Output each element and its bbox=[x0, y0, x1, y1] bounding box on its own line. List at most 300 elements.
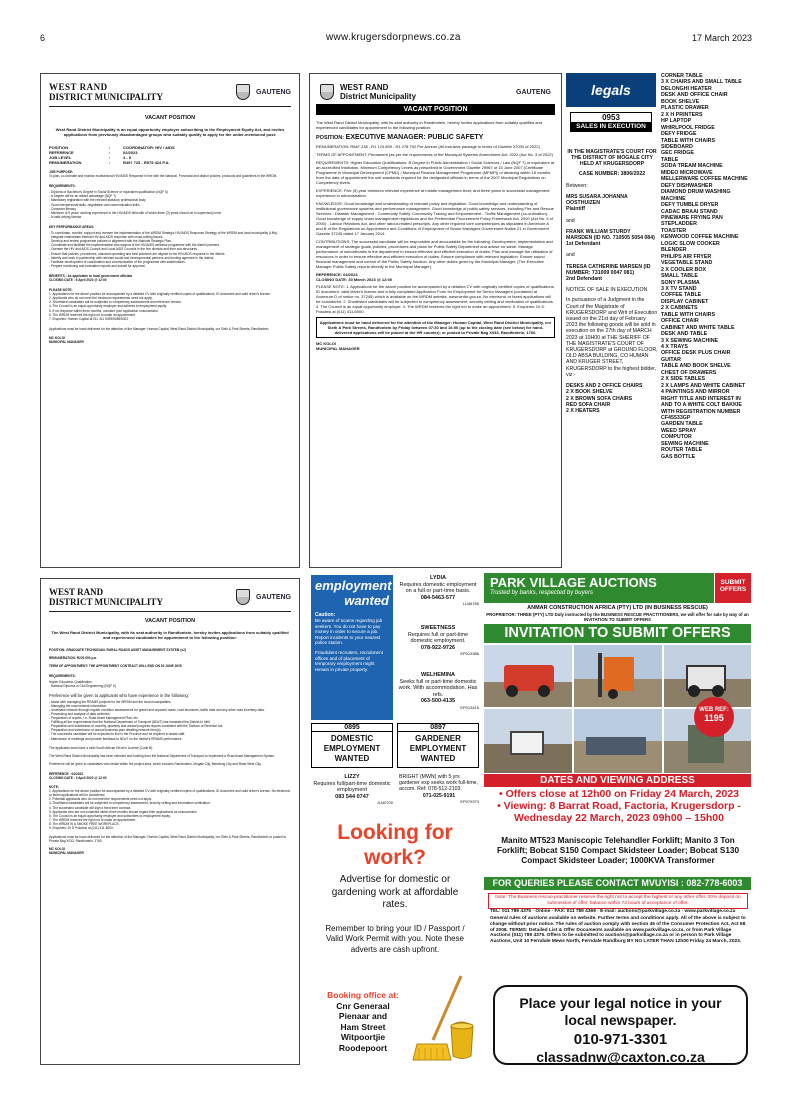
ad3-footer: Applications must be hand delivered for the attention of the Manager: Human Capital, West Rand District Municipality, cnr Sixth & Park Streets, Randfontein or posted to Private Bag X033, Randfontein, 1760. bbox=[49, 835, 287, 844]
ad3-term: TERM OF APPOINTMENT: THE APPOINTMENT CONTRACT WILL END ON 30 JUNE 2025 bbox=[49, 664, 182, 669]
requirement-item: - National Diploma in Civil Engineering (NQF 6) bbox=[49, 684, 116, 689]
field-value: 4 - 5 bbox=[123, 155, 132, 160]
note-item: 3. Shortlisted candidates will be subjected to competency assessment, security vetting and information verification. bbox=[49, 801, 211, 806]
ad2-logo bbox=[320, 83, 551, 101]
lizzy-name: LIZZY bbox=[344, 774, 360, 780]
vacancy-ad-graduate-technician bbox=[40, 578, 300, 1065]
notice-number: 0953 bbox=[602, 113, 620, 122]
ad2-sign-title: MUNICIPAL MANAGER bbox=[316, 346, 360, 351]
ad2-contributions: CONTRIBUTIONS: The successful candidate will be responsible and accountable for the following: Development, implementation and management of strategic goals, policies, procedures and plans for Public Safety Department and advise on same. Manage performance of subordinates in the department to ensure effective and efficient execution of duties. Plan and manage the utilisation of resources in order to ensure effective and efficient execution of duties. Ensure compliance with relevant legislation. Ensure sound financial management and control of the Public Safety function. Any other duties given by the Municipal Manager. (The Executive Manager Public Safety reports directly to the Municipal Manager). bbox=[316, 239, 553, 269]
place-notice-phone[interactable]: 010-971-3301 bbox=[573, 1031, 668, 1048]
pva-bullets bbox=[490, 788, 748, 824]
looking-for-work-ad bbox=[309, 814, 481, 1065]
sale-item: TABLE WITH CHAIRS bbox=[661, 137, 716, 144]
sale-item: DEFY TUMBLE DRYER bbox=[661, 202, 719, 209]
sale-item: 2 X BROWN SOFA CHAIRS bbox=[566, 395, 633, 402]
sweetness-ref: EP013386 bbox=[460, 651, 479, 656]
closing-value: 3 April 2023 @ 12:00 bbox=[75, 775, 107, 780]
note-item: 6. The WRDM reserves the right not to make an appointment. bbox=[49, 312, 136, 317]
items-list-left bbox=[566, 383, 658, 414]
sale-item: PINEWARE FRYING PAN bbox=[661, 214, 723, 221]
and-2: and bbox=[566, 252, 575, 259]
notice-number-box bbox=[570, 112, 652, 132]
org-name-line2: DISTRICT MUNICIPALITY bbox=[49, 92, 163, 102]
ad-number-0897: 0897 bbox=[398, 724, 478, 732]
pva-terms: General rules of auctions available on website. Further terms and conditions apply. All of the above is subject to change without prior notice. The rules of auction comply with section 45 of the Consumer Protection Act, Act 68 of 2008. TERMS: Detailed List & Offer Documents available on www.parkvillage.co.za, or from Park Village Auctions (011) 789 4375. Offers to be submitted to auctions@parkvillage.co.za or in person to Park Village Auctions, Unit 10 Ferndale Mews North, Ferndale Randburg BY NO LATER THAN 12h00 Friday 24 March, 2023. bbox=[490, 916, 746, 945]
address-line: Ham Street bbox=[340, 1021, 386, 1032]
address-line: Pienaar and bbox=[338, 1011, 388, 1021]
legal-notice-body bbox=[566, 149, 658, 414]
field-label: POSITION bbox=[49, 145, 69, 150]
requirement-item: Higher Education Qualification bbox=[49, 680, 92, 685]
website[interactable]: www.krugersdorpnews.co.za bbox=[326, 32, 461, 43]
sale-item: SEWING MACHINE bbox=[661, 440, 709, 447]
sale-item: WHIRLPOOL FRIDGE bbox=[661, 124, 715, 131]
preference-item: - Managing the road network information. bbox=[49, 703, 108, 708]
reference-label: REFERENCE bbox=[49, 771, 69, 776]
sale-item: DIAMOND DRUM WASHING MACHINE bbox=[661, 189, 731, 202]
requirement-item: - Minimum of 5 years' working experience in the HIV/AIDS field with of which three (3) years should be in supervisory level bbox=[49, 210, 222, 215]
ad1-sign-title: MUNICIPAL MANAGER bbox=[49, 340, 84, 344]
lydia-name: LYDIA bbox=[430, 575, 446, 581]
gauteng-logo: GAUTENG bbox=[256, 593, 291, 601]
preference-item: - Undertake network through regular condition assessments for gravel and unpaved roads, road structures, traffic data and any other road inventory data. bbox=[49, 707, 265, 712]
ad2-position bbox=[316, 134, 555, 141]
kpa-item: - Develop and review programme policies in alignment with the National Strategic Plan. bbox=[49, 239, 172, 244]
org-name-line1: WEST RAND bbox=[49, 82, 108, 92]
address-line: Roodepoort bbox=[338, 1042, 388, 1053]
sale-item: GARDEN TABLE bbox=[661, 421, 703, 428]
kpa-item: - Oversee the HIV and AIDS Council and Local AIDS Councils in the five districts and their sub-structures. bbox=[49, 247, 198, 252]
ad2-closing: CLOSING DATE: 30 March 2023 @ 12:00 bbox=[316, 277, 393, 282]
sale-item: GEC FRIDGE bbox=[661, 150, 694, 157]
ad1-purpose-heading: JOB PURPOSE: bbox=[49, 170, 74, 174]
coat-of-arms-icon bbox=[236, 84, 250, 100]
welhemina-ad bbox=[397, 672, 479, 711]
sale-item: BOOK SHELVE bbox=[661, 98, 700, 105]
sale-item: GUITAR bbox=[661, 356, 681, 363]
field-separator: : bbox=[109, 160, 111, 165]
bullet-2-text: Viewing: 8 Barrat Road, Factoria, Krugersdorp - Wednesday 22 March, 2023 09h00 – 15h00 bbox=[503, 800, 741, 824]
org-name-line2: District Municipality bbox=[340, 92, 417, 101]
pva-bullet-2: • Viewing: 8 Barrat Road, Factoria, Krugersdorp - Wednesday 22 March, 2023 09h00 – 15h00 bbox=[497, 800, 741, 824]
note-item: 7. Enquiries: Human Capital at 011 411 5059/5085/5002 bbox=[49, 316, 129, 321]
note-item: 6. The Council is an equal opportunity employer and subscribes to employment equity. bbox=[49, 813, 171, 818]
lydia-text: Requires domestic employment on a full or part-time basis. bbox=[399, 581, 477, 594]
field-separator: : bbox=[109, 155, 111, 160]
bright-ref: EP079373 bbox=[460, 798, 479, 804]
field-value: 02/2023 bbox=[123, 150, 138, 155]
ad1-kpa bbox=[49, 231, 291, 268]
court: IN THE MAGISTRATE'S COURT FOR THE DISTRICT OF MOGALE CITY HELD AT KRUGERSDORP bbox=[567, 149, 657, 168]
booking-office-heading: Booking office at: bbox=[327, 990, 399, 1000]
ad3-requirements-heading: REQUIREMENTS: bbox=[49, 674, 76, 679]
ad2-remuneration: REMUNERATION: R887 238 - R1 124 899 - R1 278 752 Per Annum (All-inclusive package in terms of Gazette 37000 of 2022) bbox=[316, 144, 540, 149]
kpa-item: - Identify and work in partnership with relevant social and developmental partners and funding agencies in the district. bbox=[49, 255, 215, 260]
requirement-item: - A valid driving license. bbox=[49, 214, 83, 219]
ad-number-0895: 0895 bbox=[312, 724, 392, 732]
ad3-position: POSITION: GRADUATE TECHNICIAN: RURAL ROADS ASSET MANAGEMENT SYSTEM (x2) bbox=[49, 648, 187, 652]
sale-item: 3 X CHAIRS AND SMALL TABLE bbox=[661, 79, 742, 86]
welhemina-text: Seeks full or part-time domestic work. With accommodation. Has refs. bbox=[398, 678, 478, 698]
ad2-please-note: PLEASE NOTE: 1. Applications for the above position be accompanied by a detailed CV with originally certified copies of qualifications, ID document, valid driver's license and a fully completed Application Form for Employment for Senior Managers (contained at Annexure D of notice no. 37245) which is available on the WRDM website, www.wrdm.gov.za. No electronic or faxed applications will be considered. 2. Shortlisted candidates will be subjected to competency assessment, security vetting and verification of qualifications. 3. The Council is an equal opportunity employer. 4. The WRDM reserves the right not to make an appointment. 5. Enquiries: Dr D Pokolesi at (011) 411-5000. bbox=[316, 284, 555, 314]
note-item: 8. The WRDM IS A SMOKE FREE WORKPLACE. bbox=[49, 821, 120, 826]
preference-item: - Fulfilling all the requirements that the National Department of Transport (NDoT) has mandated the District to fulfil. bbox=[49, 720, 211, 725]
note-item: 1. Applications for the above position be accompanied by a detailed CV with originally certified copies of qualifications, ID document and valid driver's license. No electronic or faxed applications will be considered. bbox=[49, 789, 291, 798]
sale-item: 2 X BOOK SHELVE bbox=[566, 389, 613, 396]
ad1-benefits: BENEFITS : As applicable to local government officials bbox=[49, 273, 133, 278]
bright-text: BRIGHT (MWN) with 5 yrs gardener exp seeks work full-time, accom. Ref: 078-512-2103, bbox=[399, 774, 478, 793]
pva-company: ANMAR CONSTRUCTION AFRICA (PTY) LTD (IN BUSINESS RESCUE) bbox=[527, 605, 708, 611]
field-label: JOB LEVEL bbox=[49, 155, 72, 160]
ad3-requirements bbox=[49, 680, 291, 688]
coat-of-arms-icon bbox=[320, 84, 334, 100]
sale-item: KENWOOD COFFEE MACHINE bbox=[661, 234, 739, 241]
looking-remember: Remember to bring your ID / Passport / Valid Work Permit with you. Note these adverts are cash upfront. bbox=[325, 923, 465, 954]
pva-dates-heading: DATES AND VIEWING ADDRESS bbox=[484, 774, 751, 787]
ad3-heading: VACANT POSITION bbox=[144, 618, 196, 624]
sale-item: ROUTER TABLE bbox=[661, 447, 703, 454]
ad1-kpa-heading: KEY PERFORMANCE AREAS: bbox=[49, 224, 95, 229]
ad3-sign-name: MC KOLOI bbox=[49, 847, 65, 852]
sale-item: DEFY DISHWASHER bbox=[661, 182, 713, 189]
bright-ad bbox=[399, 774, 479, 805]
submit-offers-label: SUBMIT OFFERS bbox=[719, 579, 747, 593]
note-item: 7. The WRDM reserves the right not to make an appointment. bbox=[49, 817, 136, 822]
position-label: POSITION: bbox=[316, 135, 345, 141]
benefits-label: BENEFITS bbox=[49, 273, 65, 278]
place-notice-text: Place your legal notice in your local newspaper. bbox=[519, 995, 722, 1028]
sale-item: CHEST OF DRAWERS bbox=[661, 369, 717, 376]
note-item: 2. Applicants who do not meet the minimum requirements need not apply. bbox=[49, 296, 153, 301]
sale-item: CADAC BRAAI STAND bbox=[661, 208, 718, 215]
domestic-wanted-box bbox=[311, 723, 393, 768]
preference-item: - Attendance of meetings and provide feedback to NDoT on the district's RRAMS performance. bbox=[49, 736, 183, 741]
ad2-deadline-box: Applications must be hand delivered for the attention of the Manager: Human Capital, West Rand District Municipality, cnr Sixth & Park Streets, Randfontein by Friday between 07:30 and 16:00 (up to the closing date (see below) for hand-delivered applications will be placed at the HR counter); or posted to Private Bag X033, Randfontein, 1760. bbox=[316, 317, 555, 338]
photo-yard bbox=[574, 709, 662, 773]
ad1-footer: Applications must be hand delivered for the attention of the Manager: Human Capital, West Rand District Municipality, cnr Sixth & Park Streets, Randfontein. bbox=[49, 326, 270, 331]
org-name-line1: WEST RAND bbox=[49, 587, 104, 597]
plaintiff-role: Plaintiff bbox=[566, 206, 586, 213]
ad2-knowledge: KNOWLEDGE: Good knowledge and understanding of relevant policy and legislation. Good knowledge and understanding of institutional governance systems and performance management. Good knowledge of public safety services, including Fire and Rescue Services - Disaster Management - Community Safety. Community Tracing and Empowerment - Traffic Management (co-ordination). Good knowledge of supply chain management regulations and the Preferential Procurement Policy Framework Act, 2000 (Act No. 5 of 2000) - Labour Relations Act, and other labour-related prescripts. Any other required core competencies as stipulated in Annexure A and B of the Regulations on Appointment and Conditions of Employment of Senior Managers Government Notice 21 in Government Gazette 37245 dated 17 January 2014. bbox=[316, 201, 554, 236]
lydia-phone[interactable]: 084-5463-577 bbox=[420, 594, 456, 601]
sweetness-name: SWEETNESS bbox=[420, 625, 456, 631]
photo-telehandler bbox=[484, 645, 572, 707]
and-1: and bbox=[566, 217, 575, 224]
ad1-purpose: To plan, co-ordinate and monitor multisectoral HIV/AIDS Response in line with the National, Provincial and district policies, protocols and guidelines in the WRDM. bbox=[49, 174, 278, 179]
kpa-item: - Prepare monitoring and evaluation reports and submit for approval. bbox=[49, 263, 146, 268]
ad2-experience: EXPERIENCE: Five (5) year minimum relevant experience at middle management level; and three years in successful management experience in administration. bbox=[316, 188, 550, 198]
sale-item: SODA TREAM MACHINE bbox=[661, 163, 723, 170]
kpa-item: - To coordinate, monitor, support and oversee the implementation of the WRDM Strategic HIV/AIDS Response Strategy of the WRDM and local municipality (LMs). bbox=[49, 231, 279, 236]
sale-item: HP LAPTOP bbox=[661, 118, 692, 125]
kpa-item: - Integrate mainstream internal HIV and AIDS response with cross-cutting issues. bbox=[49, 235, 164, 240]
pva-note: Note: The Business rescue practitioner reserve the right not to accept the highest or any other offer. 20% deposit on submission of offer, balance within 72 hours of acceptance of offer. bbox=[488, 893, 748, 909]
ad1-note-heading: PLEASE NOTE: bbox=[49, 288, 73, 293]
sale-item: 2 X COOLER BOX bbox=[661, 266, 707, 273]
ad3-paragraph2: The West Rand District Municipality has been selected and funding from the National Department of Transport to implement a Road Asset Management System. bbox=[49, 753, 276, 758]
preference-item: - Preparation and submission of annual business plan detailing network form(s). bbox=[49, 728, 162, 733]
sale-item: DEFY FRIDGE bbox=[661, 131, 697, 138]
sale-item: 2 X LAMPS AND WHITE CABINET bbox=[661, 382, 746, 389]
sale-item: DISPLAY CABINET bbox=[661, 298, 709, 305]
sale-item: RIGHT TITLE AND INTEREST IN AND TO A WHITE COLT BAKKIE WITH REGISTRATION NUMBER CF45533GP bbox=[661, 395, 742, 422]
employment-title: employment bbox=[315, 578, 392, 593]
field-separator: : bbox=[109, 145, 111, 150]
caution-text-2: Fraudulent recruiters, recruitment offices and of placement of temporary employment might remain in private property. bbox=[315, 649, 383, 672]
kpa-item: - Coordinate and facilitate the implementation and support of the HIV/AIDS wellness programme with the district partners. bbox=[49, 243, 220, 248]
between: Between: bbox=[566, 182, 588, 189]
preference-item: - Preparation of reports, i.e. Road Asset Management Plan, etc. bbox=[49, 716, 139, 721]
defendant1-name: FRANK WILLIAM STURDY MARSDEN (ID NO. 710505 5054 084) bbox=[566, 228, 655, 242]
ad3-sign-title: MUNICIPAL MANAGER bbox=[49, 851, 84, 856]
pva-proprietor: PROPRIETOR: THREE (PTY) LTD Duly instructed by the BUSINESS RESCUE PRACTITIONERS, we will offer for sale by way of an INVITATION TO SUBMIT OFFERS bbox=[486, 612, 749, 623]
ad3-remuneration: REMUNERATION: R220 000 p.a. bbox=[49, 656, 97, 661]
ad3-notes bbox=[49, 789, 291, 830]
ad2-reference: REFERENCE: 03/2023 bbox=[316, 272, 358, 277]
benefits-value: As applicable to local government officials bbox=[67, 273, 133, 278]
preference-item: - Processing and analysis of data collected. bbox=[49, 711, 111, 716]
items-list-right bbox=[661, 73, 751, 460]
lydia-ad bbox=[397, 575, 479, 608]
lydia-ref: LU46785 bbox=[462, 601, 479, 606]
note-item: 5. Applicants who are not contacted within three months should regard their applications as unsuccessful. bbox=[49, 809, 198, 814]
gardener-wanted-box bbox=[397, 723, 479, 768]
sale-item: 4 X TRAYS bbox=[661, 344, 688, 351]
preference-item: - Preparation and submission of monthly, quarterly and annual progress reports consistent with the Division of Revenue Act. bbox=[49, 724, 224, 729]
note-item: 9. Enquiries: Dr D Pokolesi at (011) 411-5000. bbox=[49, 826, 114, 830]
ad1-notes bbox=[49, 292, 291, 321]
sweetness-text: Requires full or part-time domestic employment. bbox=[407, 631, 469, 644]
vacancy-ad-public-safety bbox=[309, 73, 562, 568]
sale-item: DELONGHI HEATER bbox=[661, 85, 712, 92]
notice-title: SALES IN EXECUTION bbox=[571, 122, 651, 131]
sale-item: 4 PAINTINGS AND MIRROR bbox=[661, 389, 730, 396]
equipment-photos bbox=[484, 645, 751, 773]
employment-wanted-section bbox=[309, 573, 481, 811]
plaintiff-name: MRS SUSARA JOHANNA OOSTHUIZEN bbox=[566, 194, 628, 207]
sale-item: COMPUTOR bbox=[661, 434, 692, 441]
web-ref-label: WEB REF: bbox=[699, 707, 729, 713]
requirement-item: - Computer literacy bbox=[49, 206, 76, 211]
kpa-item: - Ensure that policies, procedures, standard operating and best practices are aligned to the HIV/AIDS response in the district. bbox=[49, 251, 226, 256]
gauteng-logo: GAUTENG bbox=[256, 88, 291, 96]
sweetness-ad bbox=[397, 625, 479, 658]
sale-item: 3 X SEWING MACHINE bbox=[661, 337, 719, 344]
mop-illustration bbox=[411, 974, 479, 1064]
closing-label: CLOSING DATE bbox=[49, 277, 73, 282]
defendant2-name: TERESA CATHERINE MARSEN (ID NUMBER: 731009 0047 081) bbox=[566, 263, 651, 276]
ad3-preferences bbox=[49, 700, 291, 741]
booking-office-address bbox=[317, 1001, 409, 1054]
sale-item: TOASTER bbox=[661, 227, 687, 234]
sale-item: MELLERWARE COFFEE MACHINE bbox=[661, 176, 748, 183]
sweetness-phone[interactable]: 078-922-9726 bbox=[420, 644, 456, 651]
place-notice-email[interactable]: classadnw@caxton.co.za bbox=[536, 1049, 705, 1065]
pva-tagline: Trusted by banks, respected by buyers bbox=[490, 590, 593, 596]
place-legal-notice-ad bbox=[493, 985, 748, 1065]
employment-banner bbox=[311, 575, 393, 720]
org-name-line2: DISTRICT MUNICIPALITY bbox=[49, 597, 163, 607]
vacancy-ad-hiv-coordinator bbox=[40, 73, 300, 568]
ad2-intro: The West Rand District Municipality, with its seat authority in Randfontein, hereby invites applications from suitably qualified and experienced candidates for appointment to the following position: bbox=[316, 120, 542, 130]
ad2-sign-name: MC KOLOI bbox=[316, 341, 336, 346]
sale-item: OFFICE DESK PLUS CHAIR bbox=[661, 350, 731, 357]
sale-item: RED SOFA CHAIR bbox=[566, 401, 611, 408]
bright-phone[interactable]: 071-025-9191 bbox=[422, 792, 456, 799]
page-header bbox=[40, 33, 752, 45]
gauteng-logo: GAUTENG bbox=[516, 88, 551, 96]
field-row bbox=[49, 160, 291, 165]
ad3-reference: REFERENCE : 04/2023 bbox=[49, 771, 84, 776]
note-item: 3. Shortlisted candidates will be subjected to competency assessments and reference checks. bbox=[49, 300, 182, 305]
sale-item: BLENDER bbox=[661, 247, 687, 254]
pva-equipment: Manito MT523 Maniscopic Telehandler Forklift; Manito 3 Ton Forklift; Bobcat S150 Compact Skidsteer Loader; Bobcat S130 Compact Skidsteer Loader; 1000KVA Transformer bbox=[496, 836, 740, 865]
ad3-note-heading: NOTE: bbox=[49, 785, 59, 790]
pva-headline: INVITATION TO SUBMIT OFFERS bbox=[484, 624, 751, 643]
sale-item: TABLE WITH CHAIRS bbox=[661, 311, 716, 318]
sale-item: VEGETABLE STAND bbox=[661, 260, 713, 267]
field-label: REMUNERATION bbox=[49, 160, 82, 165]
domestic-wanted-title: DOMESTIC EMPLOYMENT WANTED bbox=[323, 734, 381, 763]
ad2-heading: VACANT POSITION bbox=[316, 104, 555, 115]
wanted-title: wanted bbox=[344, 593, 389, 608]
lizzy-text: Requires full/part-time domestic employment bbox=[313, 780, 391, 793]
sale-item: STEPLADDER bbox=[661, 221, 697, 228]
sale-item: CORNER TABLE bbox=[661, 73, 703, 79]
sale-item: 2 X H PRINTERS bbox=[661, 111, 703, 118]
preference-item: - The successful candidate will be expected to live in the Province and be required to assist staff. bbox=[49, 732, 186, 737]
ad1-logo bbox=[49, 82, 291, 102]
note-item: 5. If no response within three months, consider your application unsuccessful. bbox=[49, 308, 159, 313]
ad2-requirements: REQUIREMENTS: Higher Education Qualifications: B Degree in Public Administration / Social Sciences / Law (NQF 7) or equivalent at an accredited Institution. Minimum Competency Levels as prescribed in Government Gazette 29967 of 15 June 2007 (Certificate Programme in Municipal Development (CPMD) / Municipal Finance Management Programme (MFMP)) or attaining within 18 months from the date of appointment the unit standards required for the designated officials in terms of the 2007 Municipal Regulations on Competency levels. bbox=[316, 160, 555, 185]
kpa-item: - Facilitate development of coordination and communication of the programme with stakeholders. bbox=[49, 259, 186, 264]
field-separator: : bbox=[109, 150, 111, 155]
ad3-paragraph3: Preference will be given to candidates who reside within the project area, which includes Randfontein, Mogale City, Merafong City and Rand West City. bbox=[49, 761, 262, 766]
sale-item: MIDEO MICROWAVE bbox=[661, 169, 713, 176]
lizzy-phone[interactable]: 083 544 0747 bbox=[335, 793, 369, 800]
requirement-item: - A Degree will be an added advantage (NQF 7) bbox=[49, 194, 117, 199]
defendant1-role: 1st Defendant bbox=[566, 241, 601, 248]
ad1-requirements bbox=[49, 190, 291, 219]
photo-loader bbox=[484, 709, 572, 773]
page-number: 6 bbox=[40, 33, 46, 43]
ad1-heading: VACANT POSITION bbox=[144, 115, 196, 121]
closing-label: CLOSING DATE bbox=[49, 775, 73, 780]
lizzy-ref: JU40700 bbox=[376, 800, 393, 805]
closing-value: 6 April 2023 @ 12:00 bbox=[75, 277, 107, 282]
photo-forklift bbox=[574, 645, 662, 707]
sale-item: 2 X HEATERS bbox=[566, 407, 600, 414]
gardener-wanted-title: GARDENER EMPLOYMENT WANTED bbox=[409, 734, 467, 763]
web-ref-badge bbox=[694, 697, 734, 737]
sale-item: LOGIC SLOW COOKER bbox=[661, 240, 720, 247]
note-item: 2. Potential applicants who do not meet the requirements need not apply. bbox=[49, 797, 152, 802]
coat-of-arms-icon bbox=[236, 589, 250, 605]
booking-office bbox=[317, 990, 409, 1053]
sale-item: 2 X SIDE TABLES bbox=[661, 376, 706, 383]
case-number: CASE NUMBER: 3806/2022 bbox=[578, 170, 646, 177]
requirement-item: - Good interpersonal skills, negotiation and communication skills bbox=[49, 202, 140, 207]
sale-item: TABLE AND BOOK SHELVE bbox=[661, 363, 731, 370]
sale-item: 2 X CABINETS bbox=[661, 305, 698, 312]
address-line: Cnr Generaal bbox=[336, 1000, 390, 1011]
looking-subtitle: Advertise for domestic or gardening work at affordable rates. bbox=[331, 874, 459, 910]
sale-item: GAS BOTTLE bbox=[661, 453, 696, 460]
pva-submit-badge bbox=[715, 573, 751, 603]
sale-item: OFFICE CHAIR bbox=[661, 318, 699, 325]
welhemina-phone[interactable]: 063-500-4135 bbox=[420, 698, 456, 704]
field-value: COORDINATOR: HIV / AIDS bbox=[123, 145, 175, 150]
note-item: 1. Applications for the above position be accompanied by a detailed CV with originally certified copies of qualifications, ID document and valid driver's license. bbox=[49, 292, 271, 297]
legals-column bbox=[566, 73, 751, 568]
sale-item: PHILIPS AIR FRYER bbox=[661, 253, 712, 260]
lizzy-ad bbox=[311, 774, 393, 807]
sale-item: DESK AND OFFICE CHAIR bbox=[661, 92, 728, 99]
ad1-closing: CLOSING DATE : 6 April 2023 @ 12:00 bbox=[49, 277, 107, 282]
pva-brand: PARK VILLAGE AUCTIONS bbox=[490, 575, 657, 590]
sale-body: In pursuance of a Judgment in the Court of the Magistrate of KRUGERSDORP and Writ of Execution issued on the 21st day of February 2023 the following goods will be sold in execution on the 27th day of MARCH 2023 at 10H00 at THE SHERIFF OF THE MAGISTRATE'S COURT OF KRUGERSDORP at GROUND FLOOR, OLD ABSA BUILDING, CO HUMAN AND KRUGER STREET, KRUGERSDORP to the highest bidder, viz:- bbox=[566, 297, 658, 378]
notice-of-sale: NOTICE OF SALE IN EXECUTION bbox=[566, 287, 648, 294]
welhemina-ref: EP013415 bbox=[460, 704, 479, 710]
sale-item: WEED SPRAY bbox=[661, 427, 697, 434]
park-village-auction-ad bbox=[484, 573, 751, 981]
ad1-intro: West Rand District Municipality is an equal opportunity employer subscribing to the Employment Equity Act, and invites applications from previously disadvantaged groups who suitably qualify to apply for the under-mentioned post: bbox=[55, 127, 285, 137]
ad3-logo bbox=[49, 587, 291, 607]
sale-item: DESK AND TABLE bbox=[661, 331, 708, 338]
address-line: Witpoortjie bbox=[340, 1032, 386, 1042]
sale-item: SIDEBOARD bbox=[661, 143, 693, 150]
pva-contact[interactable]: TEL: 011 789 4375 · Online · FAX: 011 789 4369 · E-mail: auctions@parkvillage.co.za · www.parkvillage.co.za bbox=[490, 909, 736, 914]
sale-item: SMALL TABLE bbox=[661, 273, 698, 280]
sale-item: SONY PLASMA bbox=[661, 279, 700, 286]
note-item: 4. The Council is an equal opportunity employer and adheres to employment equity. bbox=[49, 304, 167, 309]
ad2-terms: TERMS OF APPOINTMENT: Permanent (as per the requirements of the Municipal Systems Amendment Act, 2022 (Act No. 3 of 2022) bbox=[316, 152, 553, 157]
requirement-item: - Mandatory registration with the relevant statutory professional body bbox=[49, 198, 146, 203]
ad3-intro: The West Rand District Municipality, with its seat authority in Randfontein, hereby invites applications from suitably qualified and experienced candidates for appointment to the following position: bbox=[51, 630, 289, 640]
legals-label: legals bbox=[591, 82, 631, 98]
ad1-sign-name: MC KOLOI bbox=[49, 335, 65, 340]
sale-item: COFFEE TABLE bbox=[661, 292, 702, 299]
note-item: 4. The successful candidate will sign a fixed term contract. bbox=[49, 805, 132, 810]
pva-enquiries[interactable]: FOR QUERIES PLEASE CONTACT MVUYISI : 082-778-6003 bbox=[484, 877, 751, 890]
preference-item: - Assist with managing the RRAMS projects for the WRDM and the local municipalities. bbox=[49, 699, 172, 704]
caution-title: Caution: bbox=[315, 612, 336, 618]
bullet-1-text: Offers close at 12h00 on Friday 24 March, 2023 bbox=[505, 788, 740, 800]
sale-item: 3 X TV STAND bbox=[661, 285, 697, 292]
ad3-paragraph1: The applicants must have a valid South African Driver's License (Code B). bbox=[49, 745, 154, 750]
looking-title: Looking for work? bbox=[337, 821, 453, 869]
ad1-requirements-heading: REQUIREMENTS: bbox=[49, 184, 76, 189]
field-label: REFERENCE bbox=[49, 150, 74, 155]
field-value: R497 725 - R575 424 P.A. bbox=[123, 160, 170, 165]
caution-text: Be aware of scams regarding job seekers. You do not have to pay money in order to secure a job. Report incidents to your nearest police station. bbox=[315, 618, 383, 646]
ad1-fields bbox=[49, 145, 291, 165]
position-value: EXECUTIVE MANAGER: PUBLIC SAFETY bbox=[345, 134, 484, 141]
requirement-item: - Diploma or Bachelor's Degree in Social Science or equivalent qualification (NQF 6) bbox=[49, 190, 168, 195]
ad3-closing: CLOSING DATE : 3 April 2023 @ 12:00 bbox=[49, 775, 107, 780]
sale-item: DESKS AND 2 OFFICE CHAIRS bbox=[566, 383, 643, 390]
defendant2-role: 2nd Defendant bbox=[566, 276, 603, 283]
ad3-pref-heading: Preference will be given to applicants who have experience in the following: bbox=[49, 692, 189, 698]
web-ref-value: 1195 bbox=[704, 713, 724, 723]
sale-item: PLASTIC DRAWER bbox=[661, 105, 709, 112]
reference-value: 04/2023 bbox=[71, 771, 84, 776]
pva-bullet-1: • Offers close at 12h00 on Friday 24 March, 2023 bbox=[498, 788, 740, 800]
org-name-line1: WEST RAND bbox=[340, 83, 389, 92]
welhemina-name: WELHEMINA bbox=[421, 672, 455, 678]
pva-header bbox=[484, 573, 714, 603]
